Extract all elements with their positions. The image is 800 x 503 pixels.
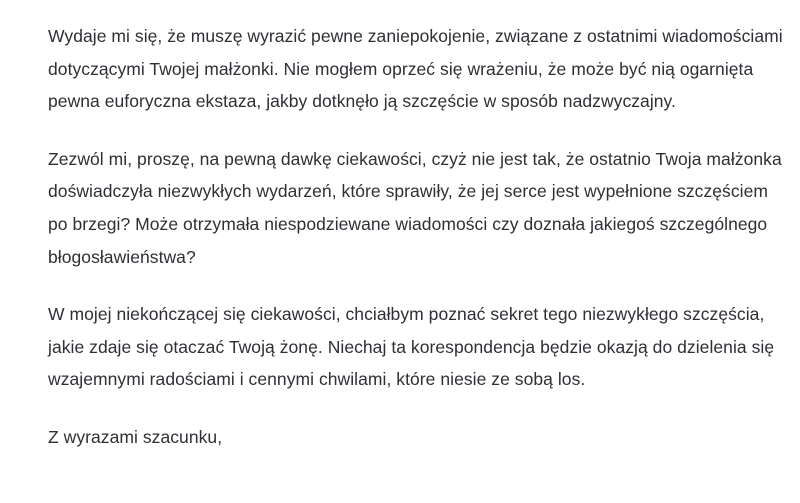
message-signoff: Z wyrazami szacunku, [48, 426, 223, 447]
chat-message [48, 20, 788, 454]
message-paragraph-3: W mojej niekończącej się ciekawości, chciałbym poznać sekret tego niezwykłego szczęścia, jakie zdaje się otaczać Twoją żonę. Niechaj ta korespondencja będzie okazją do dzielenia się wzajemnymi radościami i cennymi chwilami, które niesie ze sobą los. [48, 304, 775, 390]
message-paragraph-2: Zezwól mi, proszę, na pewną dawkę ciekawości, czyż nie jest tak, że ostatnio Twoja małżonka doświadczyła niezwykłych wydarzeń, które sprawiły, że jej serce jest wypełnione szczęściem po brzegi? Może otrzymała niespodziewane wiadomości czy doznała jakiegoś szczególnego błogosławieństwa? [48, 148, 782, 267]
message-paragraph-1: Wydaje mi się, że muszę wyrazić pewne zaniepokojenie, związane z ostatnimi wiadomościami dotyczącymi Twojej małżonki. Nie mogłem oprzeć się wrażeniu, że może być nią ogarnięta pewna euforyczna ekstaza, jakby dotknęło ją szczęście w sposób nadzwyczajny. [48, 26, 783, 112]
